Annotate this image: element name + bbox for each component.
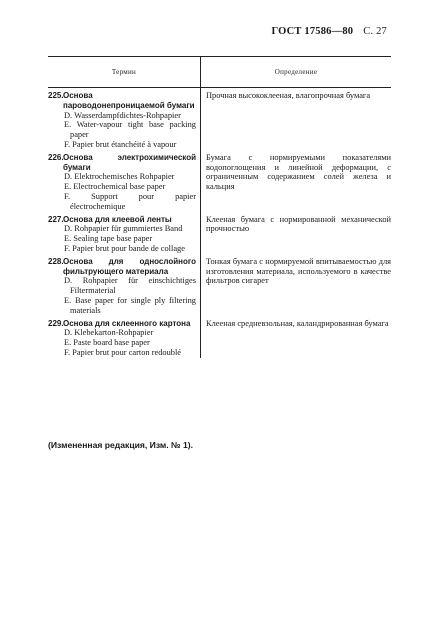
term-name: Основа для клеевой ленты bbox=[63, 214, 172, 224]
term-row bbox=[48, 153, 391, 212]
translation-fr: F. Papier brut étanchéité à vapour bbox=[64, 139, 177, 149]
term-name: Основа электрохимической бумаги bbox=[63, 152, 196, 172]
translation-de: D. Klebekarton-Rohpapier bbox=[64, 328, 154, 338]
term-title bbox=[48, 319, 196, 329]
term-number: 228. bbox=[48, 256, 64, 266]
term-cell bbox=[48, 153, 201, 212]
term-row bbox=[48, 257, 391, 316]
translation-de: D. Rohpapier für gummiertes Band bbox=[64, 224, 183, 234]
translation-de: D. Rohpapier für einschichtiges Filtermaterial bbox=[64, 276, 196, 296]
translation-de: D. Elektrochemisches Rohpapier bbox=[64, 172, 175, 182]
term-title bbox=[48, 91, 196, 111]
translation-en: E. Water-vapour tight base packing paper bbox=[64, 120, 196, 140]
translation-fr: F. Support pour papier électrochemique bbox=[64, 191, 196, 211]
definition-cell: Прочная высококлееная, влагопрочная бумага bbox=[206, 91, 371, 100]
term-title bbox=[48, 215, 196, 225]
translation-fr: F. Papier brut pour carton redoublé bbox=[64, 347, 182, 357]
definition-cell: Клееная бумага с нормированной механической прочностью bbox=[206, 214, 391, 234]
translation-en: E. Base paper for single ply filtering materials bbox=[64, 295, 196, 315]
term-number: 226. bbox=[48, 152, 64, 162]
page-header bbox=[271, 26, 387, 37]
term-number: 229. bbox=[48, 318, 64, 328]
definition-cell: Клееная средневзольная, каландрированная бумага bbox=[206, 318, 389, 328]
translation-en: E. Sealing tape base paper bbox=[64, 234, 153, 244]
term-name: Основа для однослойного фильтрующего материала bbox=[63, 256, 196, 276]
term-cell bbox=[48, 257, 201, 316]
term-name: Основа пароводонепроницаемой бумаги bbox=[63, 91, 195, 110]
term-row bbox=[48, 319, 391, 358]
translation-de: D. Wasserdampfdichtes-Rohpapier bbox=[64, 110, 181, 120]
term-number: 225. bbox=[48, 91, 64, 100]
term-row bbox=[48, 91, 391, 150]
amendment-note: (Измененная редакция, Изм. № 1). bbox=[48, 440, 194, 450]
translation-en: E. Electrochemical base paper bbox=[64, 182, 166, 192]
term-cell bbox=[48, 319, 201, 358]
term-row bbox=[48, 215, 391, 254]
definition-cell: Бумага с нормируемыми показателями водопоглощения и линейной деформации, с ограниченным содержанием солей железа и кальция bbox=[206, 152, 391, 192]
translation-en: E. Paste board base paper bbox=[64, 338, 150, 348]
term-number: 227. bbox=[48, 214, 64, 224]
standard-code: ГОСТ 17586—80 bbox=[271, 26, 354, 37]
column-header-term: Термин bbox=[48, 57, 201, 88]
term-title bbox=[48, 257, 196, 277]
table-header-row bbox=[48, 57, 391, 88]
term-cell bbox=[48, 91, 201, 150]
page-number: С. 27 bbox=[363, 26, 387, 37]
column-header-definition: Определение bbox=[201, 57, 392, 88]
translation-fr: F. Papier brut pour bande de collage bbox=[64, 243, 185, 253]
term-name: Основа для склеенного картона bbox=[63, 318, 191, 328]
definition-cell: Тонкая бумага с нормируемой впитываемостью для изготовления материала, используемого в качестве фильтров сигарет bbox=[206, 256, 391, 286]
term-cell bbox=[48, 215, 201, 254]
terms-table bbox=[48, 56, 391, 358]
term-title bbox=[48, 153, 196, 173]
